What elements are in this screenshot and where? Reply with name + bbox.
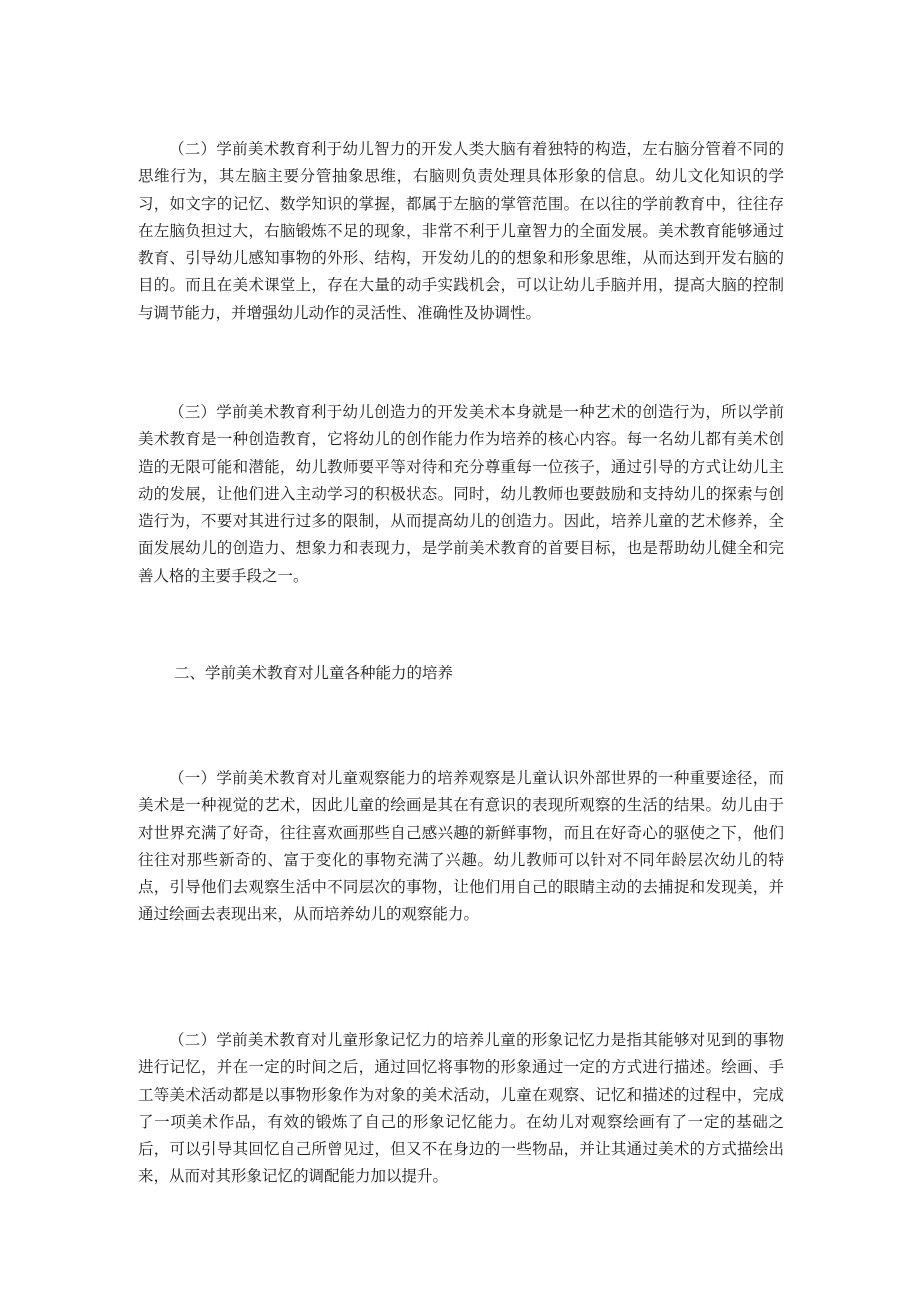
paragraph-intelligence-development: （二）学前美术教育利于幼儿智力的开发人类大脑有着独特的构造，左右脑分管着不同的思维行为，其左脑主要分管抽象思维，右脑则负责处理具体形象的信息。幼儿文化知识的学习，如文字的记忆、数学知识的掌握，都属于左脑的掌管范围。在以往的学前教育中，往往存在左脑负担过大，右脑锻炼不足的现象，非常不利于儿童智力的全面发展。美术教育能够通过教育、引导幼儿感知事物的外形、结构，开发幼儿的的想象和形象思维，从而达到开发右脑的目的。而且在美术课堂上，存在大量的动手实践机会，可以让幼儿手脑并用，提高大脑的控制与调节能力，并增强幼儿动作的灵活性、准确性及协调性。 bbox=[138, 140, 784, 322]
section-heading: 二、学前美术教育对儿童各种能力的培养 bbox=[174, 664, 454, 682]
paragraph-observation-ability: （一）学前美术教育对儿童观察能力的培养观察是儿童认识外部世界的一种重要途径，而美术是一种视觉的艺术，因此儿童的绘画是其在有意识的表现所观察的生活的结果。幼儿由于对世界充满了好奇，往往喜欢画那些自己感兴趣的新鲜事物，而且在好奇心的驱使之下，他们往往对那些新奇的、富于变化的事物充满了兴趣。幼儿教师可以针对不同年龄层次幼儿的特点，引导他们去观察生活中不同层次的事物，让他们用自己的眼睛主动的去捕捉和发现美，并通过绘画去表现出来，从而培养幼儿的观察能力。 bbox=[138, 769, 784, 924]
paragraph-creativity-development: （三）学前美术教育利于幼儿创造力的开发美术本身就是一种艺术的创造行为，所以学前美术教育是一种创造教育，它将幼儿的创作能力作为培养的核心内容。每一名幼儿都有美术创造的无限可能和潜能，幼儿教师要平等对待和充分尊重每一位孩子，通过引导的方式让幼儿主动的发展，让他们进入主动学习的积极状态。同时，幼儿教师也要鼓励和支持幼儿的探索与创造行为，不要对其进行过多的限制，从而提高幼儿的创造力。因此，培养儿童的艺术修养，全面发展幼儿的创造力、想象力和表现力，是学前美术教育的首要目标，也是帮助幼儿健全和完善人格的主要手段之一。 bbox=[138, 403, 784, 585]
paragraph-image-memory: （二）学前美术教育对儿童形象记忆力的培养儿童的形象记忆力是指其能够对见到的事物进行记忆，并在一定的时间之后，通过回忆将事物的形象通过一定的方式进行描述。绘画、手工等美术活动都是以事物形象作为对象的美术活动，儿童在观察、记忆和描述的过程中，完成了一项美术作品，有效的锻炼了自己的形象记忆能力。在幼儿对观察绘画有了一定的基础之后，可以引导其回忆自己所曾见过，但又不在身边的一些物品，并让其通过美术的方式描绘出来，从而对其形象记忆的调配能力加以提升。 bbox=[138, 1031, 784, 1186]
